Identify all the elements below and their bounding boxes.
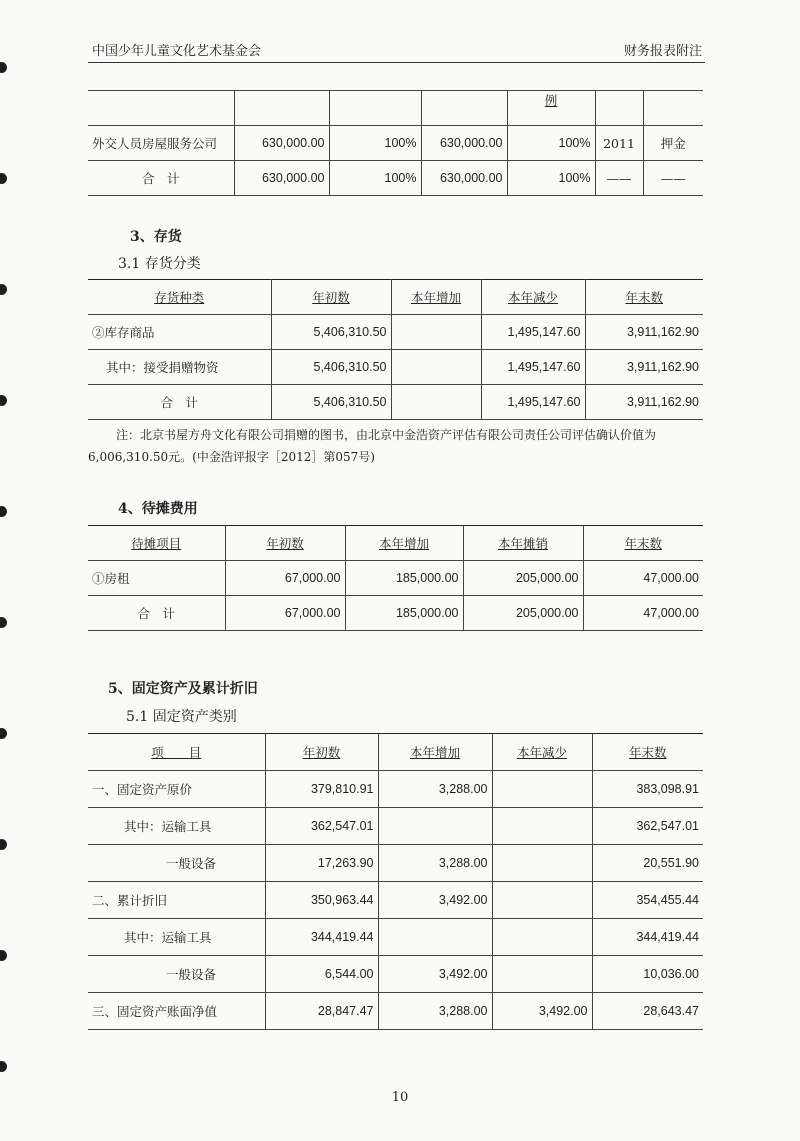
table-row: 合 计 630,000.00 100% 630,000.00 100% —— —— bbox=[88, 161, 703, 196]
punch-hole bbox=[0, 173, 7, 184]
inventory-note bbox=[88, 424, 703, 468]
table-header-row: 项 目 年初数 本年增加 本年减少 年末数 bbox=[88, 734, 703, 771]
table-row: ①房租 67,000.00 185,000.00 205,000.00 47,000.00 bbox=[88, 561, 703, 596]
note-line: 6,006,310.50元。(中金浩评报字［2012］第057号) bbox=[88, 450, 375, 464]
punch-hole bbox=[0, 839, 7, 850]
note-line: 注：北京书屋方舟文化有限公司捐赠的图书，由北京中金浩资产评估有限公司责任公司评估确认价值为 bbox=[116, 428, 657, 442]
header-document-title: 财务报表附注 bbox=[623, 44, 702, 59]
table-row: ②库存商品 5,406,310.50 1,495,147.60 3,911,162.90 bbox=[88, 315, 703, 350]
table-row: 其中：接受捐赠物资 5,406,310.50 1,495,147.60 3,911,162.90 bbox=[88, 350, 703, 385]
fixed-assets-table bbox=[88, 733, 703, 1030]
section-title-prepaid-expenses: 4、待摊费用 bbox=[118, 501, 198, 517]
table-row: 一、固定资产原价 379,810.91 3,288.00 383,098.91 bbox=[88, 771, 703, 808]
table-row: 一般设备 6,544.00 3,492.00 10,036.00 bbox=[88, 956, 703, 993]
table-row: 二、累计折旧 350,963.44 3,492.00 354,455.44 bbox=[88, 882, 703, 919]
table-row: 合 计 67,000.00 185,000.00 205,000.00 47,000.00 bbox=[88, 596, 703, 631]
table-header-row: 待摊项目 年初数 本年增加 本年摊销 年末数 bbox=[88, 526, 703, 561]
table-row: 其中：运输工具 362,547.01 362,547.01 bbox=[88, 808, 703, 845]
investment-table-continued bbox=[88, 90, 703, 196]
header-divider bbox=[88, 62, 705, 63]
table-row: 合 计 5,406,310.50 1,495,147.60 3,911,162.90 bbox=[88, 385, 703, 420]
punch-hole bbox=[0, 506, 7, 517]
subsection-title-fixed-asset-categories: 5.1 固定资产类别 bbox=[126, 709, 237, 725]
table-row bbox=[88, 91, 703, 126]
punch-hole bbox=[0, 62, 7, 73]
table-row: 外交人员房屋服务公司 630,000.00 100% 630,000.00 100% 2011 押金 bbox=[88, 126, 703, 161]
table-header-cell: 例 bbox=[507, 91, 595, 126]
page-number: 10 bbox=[391, 1090, 409, 1105]
punch-hole bbox=[0, 617, 7, 628]
table-row: 一般设备 17,263.90 3,288.00 20,551.90 bbox=[88, 845, 703, 882]
inventory-table bbox=[88, 279, 703, 420]
table-row: 三、固定资产账面净值 28,847.47 3,288.00 3,492.00 28,643.47 bbox=[88, 993, 703, 1030]
subsection-title-inventory-classification: 3.1 存货分类 bbox=[118, 256, 201, 272]
table-row: 其中：运输工具 344,419.44 344,419.44 bbox=[88, 919, 703, 956]
punch-hole bbox=[0, 395, 7, 406]
section-title-inventory: 3、存货 bbox=[130, 229, 182, 245]
table-header-row: 存货种类 年初数 本年增加 本年减少 年末数 bbox=[88, 280, 703, 315]
punch-hole bbox=[0, 1061, 7, 1072]
section-title-fixed-assets: 5、固定资产及累计折旧 bbox=[108, 681, 258, 697]
header-organization: 中国少年儿童文化艺术基金会 bbox=[92, 44, 262, 59]
prepaid-expenses-table bbox=[88, 525, 703, 631]
punch-hole bbox=[0, 950, 7, 961]
punch-hole bbox=[0, 284, 7, 295]
punch-hole bbox=[0, 728, 7, 739]
